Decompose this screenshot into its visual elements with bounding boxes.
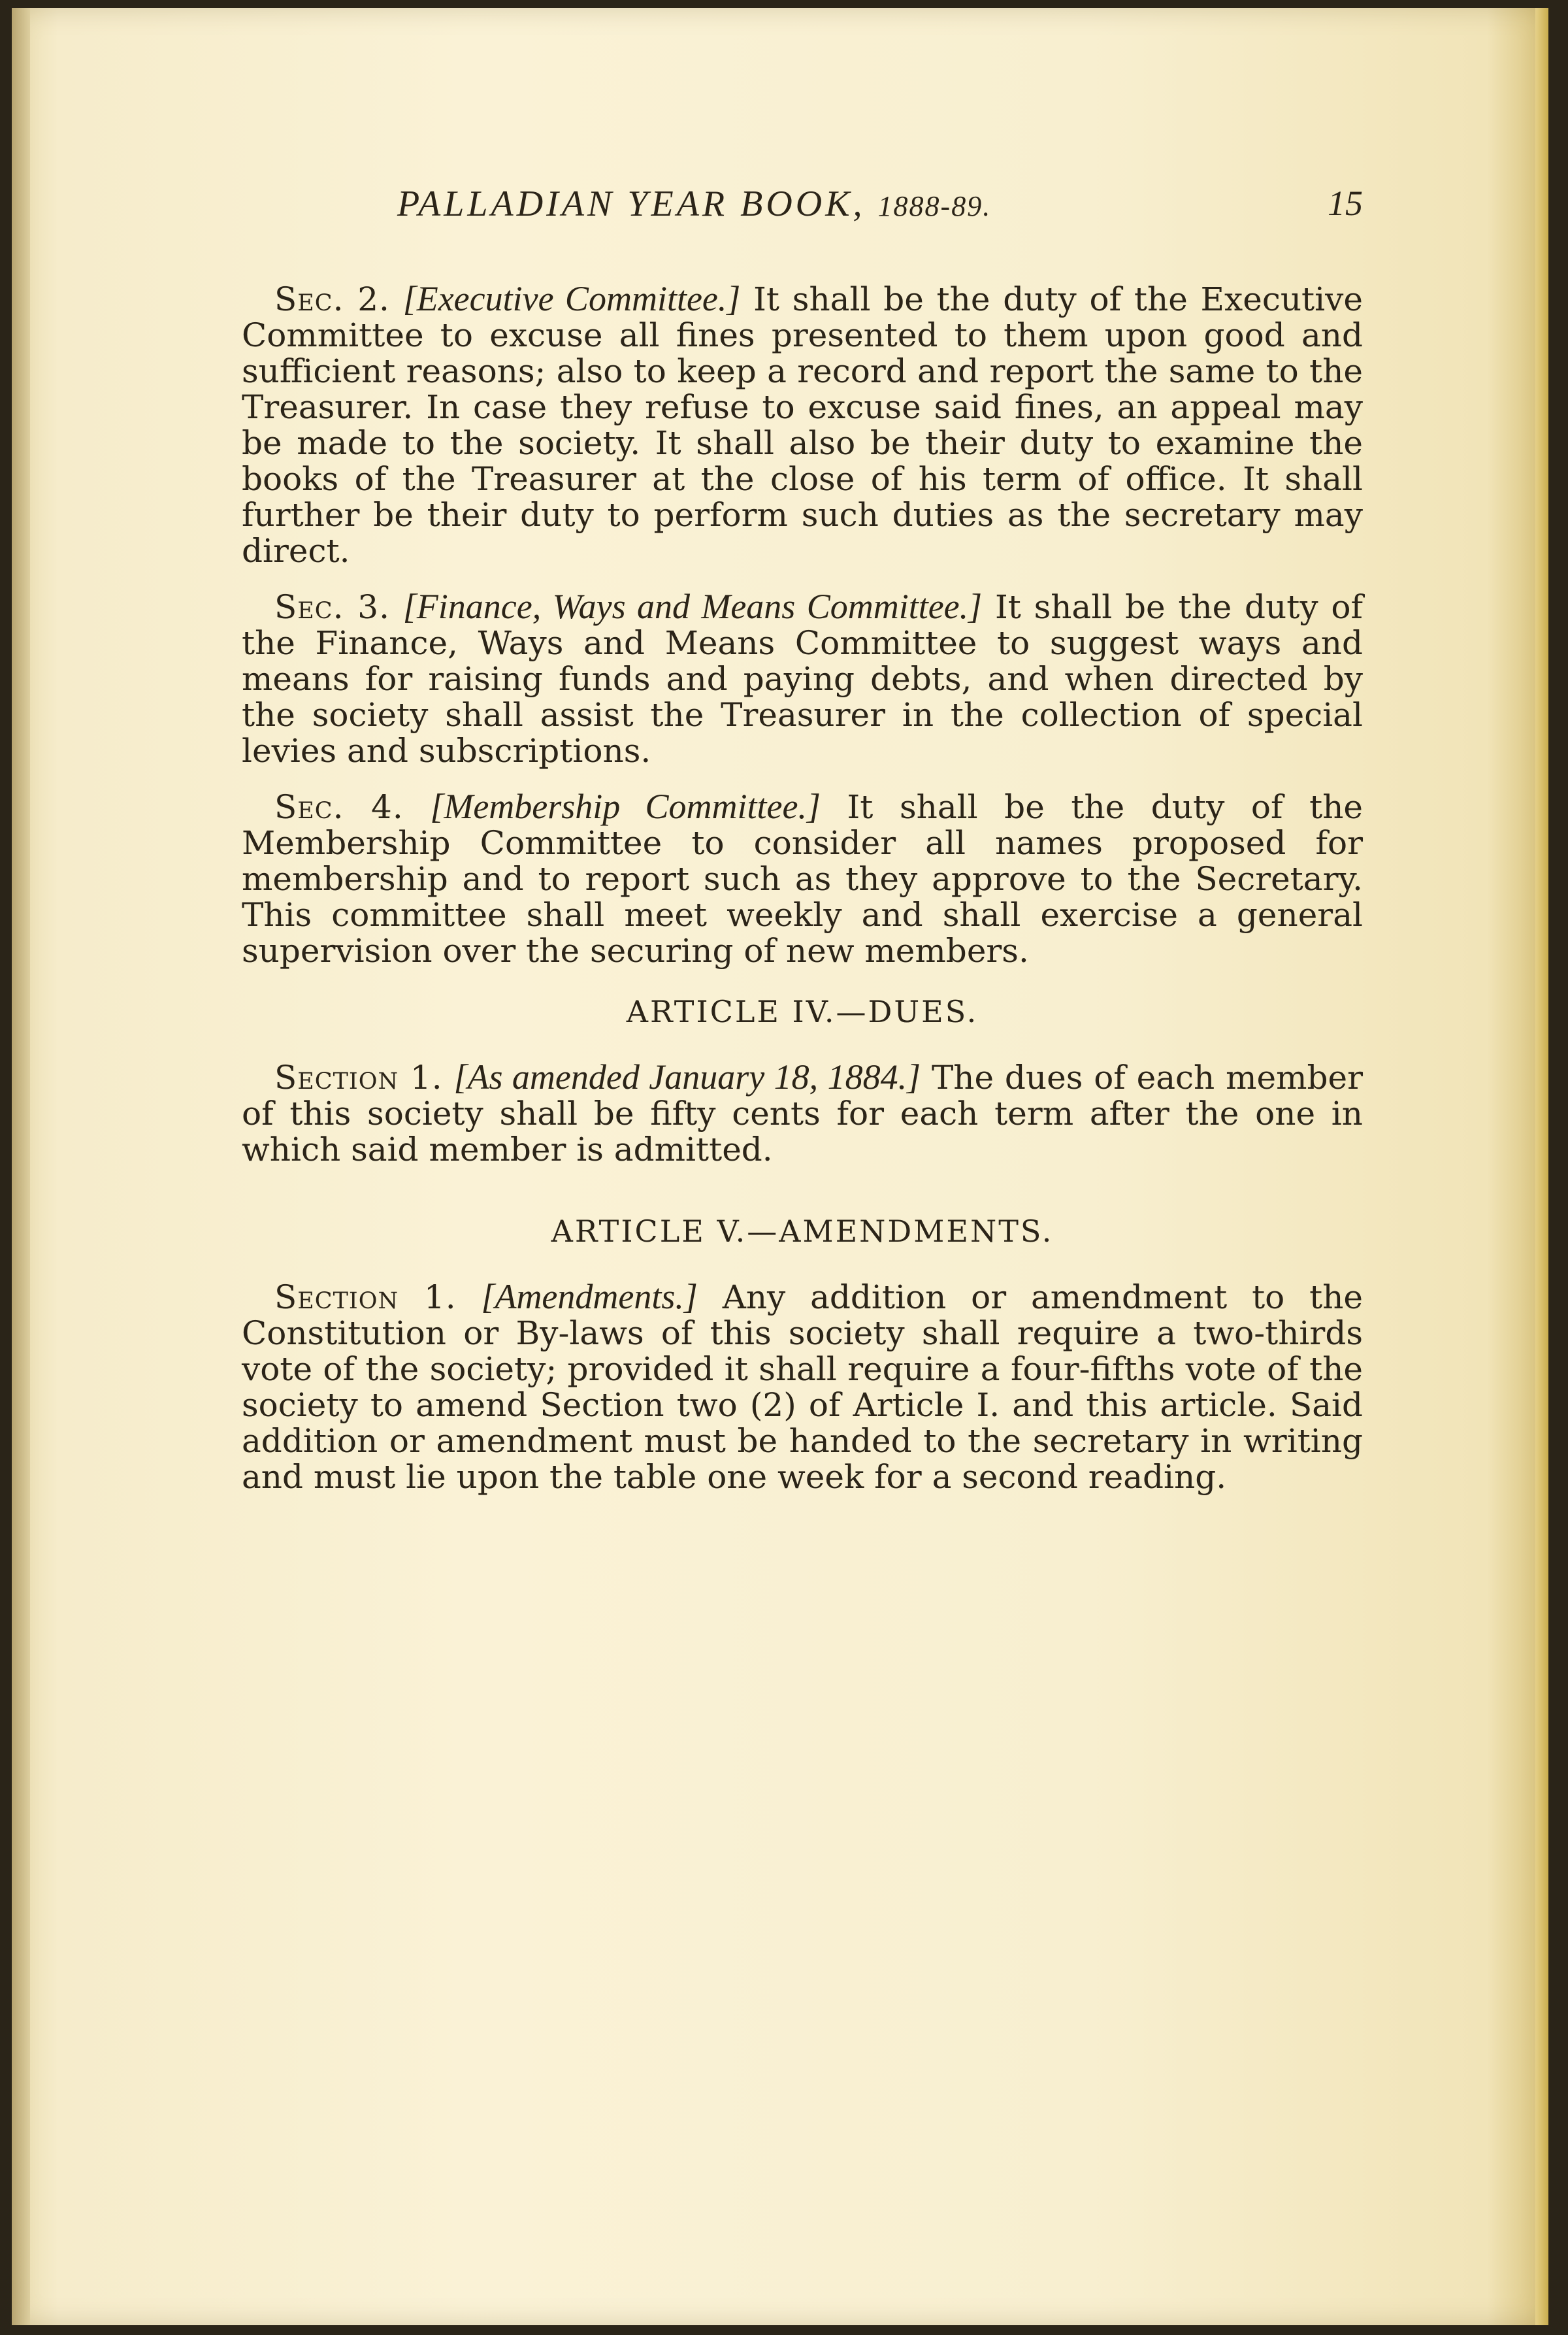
section-label: Sec. 2. [274,280,390,318]
section-text: It shall be the duty of the Membership Committee to consider all names proposed for membership and to report such as they approve to the Secretary. This committee shall meet weekly and shall exercise a general supervision over the securing of new members. [242,788,1363,970]
page-content [242,183,1363,1495]
article-4-heading: ARTICLE IV.—DUES. [626,994,979,1029]
section-title: [Executive Committee.] [402,279,741,318]
section-text: The dues of each member of this society shall be fifty cents for each term after the one in which said member is admitted. [242,1059,1363,1168]
section-title: [As amended January 18, 1884.] [453,1057,921,1097]
section-5-1-paragraph [242,1279,1363,1495]
section-3-2-paragraph [242,281,1363,569]
page-gutter [12,8,30,2325]
section-label: Sec. 4. [274,788,404,826]
page-edge [1535,8,1548,2325]
running-header [242,183,1363,229]
section-3-4-paragraph [242,789,1363,969]
section-title: [Membership Committee.] [430,787,821,826]
section-4-1-paragraph [242,1059,1363,1168]
section-label: Section 1. [274,1278,457,1316]
section-label: Sec. 3. [274,588,390,626]
header-title: PALLADIAN YEAR BOOK, [397,184,866,224]
section-title: [Finance, Ways and Means Committee.] [402,587,983,626]
page-number: 15 [1328,184,1363,223]
section-3-3-paragraph [242,589,1363,769]
section-title: [Amendments.] [481,1277,698,1316]
book-page [12,8,1548,2325]
article-5-heading: ARTICLE V.—AMENDMENTS. [551,1214,1054,1249]
section-text: It shall be the duty of the Executive Committee to excuse all fines presented to them upon good and sufficient reasons; also to keep a record and report the same to the Treasurer. In case they refuse to excuse said fines, an appeal may be made to the society. It shall also be their duty to examine the books of the Treasurer at the close of his term of office. It shall further be their duty to perform such duties as the secretary may direct. [242,280,1363,570]
header-year: 1888-89. [877,190,992,222]
section-text: Any addition or amendment to the Constitution or By-laws of this society shall require a two-thirds vote of the society; provided it shall require a four-fifths vote of the society to amend Section two (2) of Article I. and this article. Said addition or amendment must be handed to the secretary in writing and must lie upon the table one week for a second reading. [242,1278,1363,1496]
section-label: Section 1. [274,1059,443,1097]
section-text: It shall be the duty of the Finance, Ways and Means Committee to suggest ways and means for raising funds and paying debts, and when directed by the society shall assist the Treasurer in the collection of special levies and subscriptions. [242,588,1363,770]
